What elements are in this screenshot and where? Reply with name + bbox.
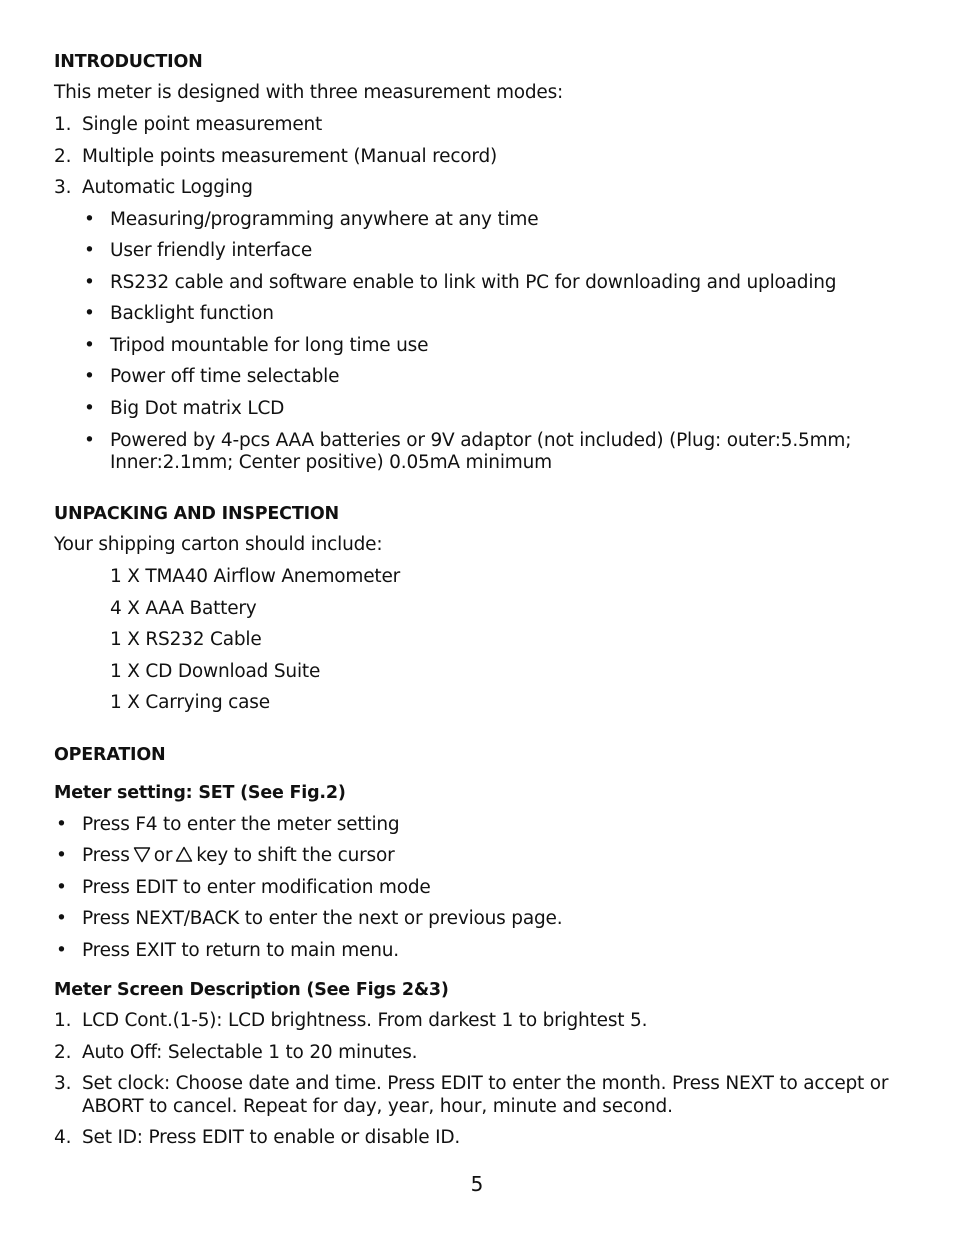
feature-text: Backlight function [110,303,274,324]
bullet: • [84,430,95,451]
bullet: • [84,240,95,261]
list-text: Set clock: Choose date and time. Press EDIT to enter the month. Press NEXT to accept or [82,1073,889,1094]
operation-heading: OPERATION [54,745,166,765]
list-text: Set ID: Press EDIT to enable or disable ID. [82,1127,461,1148]
bullet: • [56,845,67,866]
unpacking-heading: UNPACKING AND INSPECTION [54,504,340,524]
setting-text: Press EXIT to return to main menu. [82,940,399,961]
down-triangle-icon [133,846,151,869]
setting-text-with-arrows [82,845,394,869]
page-number: 5 [470,1172,484,1196]
list-text: LCD Cont.(1-5): LCD brightness. From darkest 1 to brightest 5. [82,1010,648,1031]
list-number: 1. [54,1010,72,1031]
list-number: 4. [54,1127,72,1148]
intro-heading: INTRODUCTION [54,52,203,72]
setting-text: Press NEXT/BACK to enter the next or previous page. [82,908,563,929]
meter-setting-heading: Meter setting: SET (See Fig.2) [54,783,346,803]
list-text: Auto Off: Selectable 1 to 20 minutes. [82,1042,418,1063]
feature-text: Inner:2.1mm; Center positive) 0.05mA minimum [110,452,552,473]
setting-text-part: Press [82,845,130,866]
setting-text: Press EDIT to enter modification mode [82,877,431,898]
bullet: • [56,814,67,835]
setting-text-part: key to shift the cursor [196,845,395,866]
carton-item-text: 4 X AAA Battery [110,598,257,619]
setting-text: Press F4 to enter the meter setting [82,814,400,835]
bullet: • [84,209,95,230]
screen-description-heading: Meter Screen Description (See Figs 2&3) [54,980,449,1000]
feature-text: Measuring/programming anywhere at any time [110,209,539,230]
unpacking-lead: Your shipping carton should include: [54,534,383,555]
bullet: • [84,303,95,324]
bullet: • [56,877,67,898]
bullet: • [56,908,67,929]
carton-item-text: 1 X RS232 Cable [110,629,262,650]
list-number: 2. [54,146,72,167]
feature-text: Big Dot matrix LCD [110,398,285,419]
bullet: • [84,272,95,293]
carton-item-text: 1 X TMA40 Airflow Anemometer [110,566,401,587]
list-text: Automatic Logging [82,177,253,198]
list-text: ABORT to cancel. Repeat for day, year, hour, minute and second. [82,1096,673,1117]
carton-item-text: 1 X Carrying case [110,692,270,713]
feature-text: Power off time selectable [110,366,340,387]
bullet: • [84,366,95,387]
list-text: Single point measurement [82,114,323,135]
feature-text: User friendly interface [110,240,313,261]
bullet: • [56,940,67,961]
feature-text: Tripod mountable for long time use [110,335,429,356]
bullet: • [84,398,95,419]
up-triangle-icon [175,846,193,869]
feature-text: RS232 cable and software enable to link with PC for downloading and uploading [110,272,837,293]
feature-text: Powered by 4-pcs AAA batteries or 9V adaptor (not included) (Plug: outer:5.5mm; [110,430,852,451]
setting-text-part: or [153,845,173,866]
carton-item-text: 1 X CD Download Suite [110,661,321,682]
list-number: 2. [54,1042,72,1063]
list-text: Multiple points measurement (Manual record) [82,146,498,167]
list-number: 3. [54,177,72,198]
list-number: 3. [54,1073,72,1094]
list-number: 1. [54,114,72,135]
intro-lead: This meter is designed with three measurement modes: [54,82,564,103]
bullet: • [84,335,95,356]
